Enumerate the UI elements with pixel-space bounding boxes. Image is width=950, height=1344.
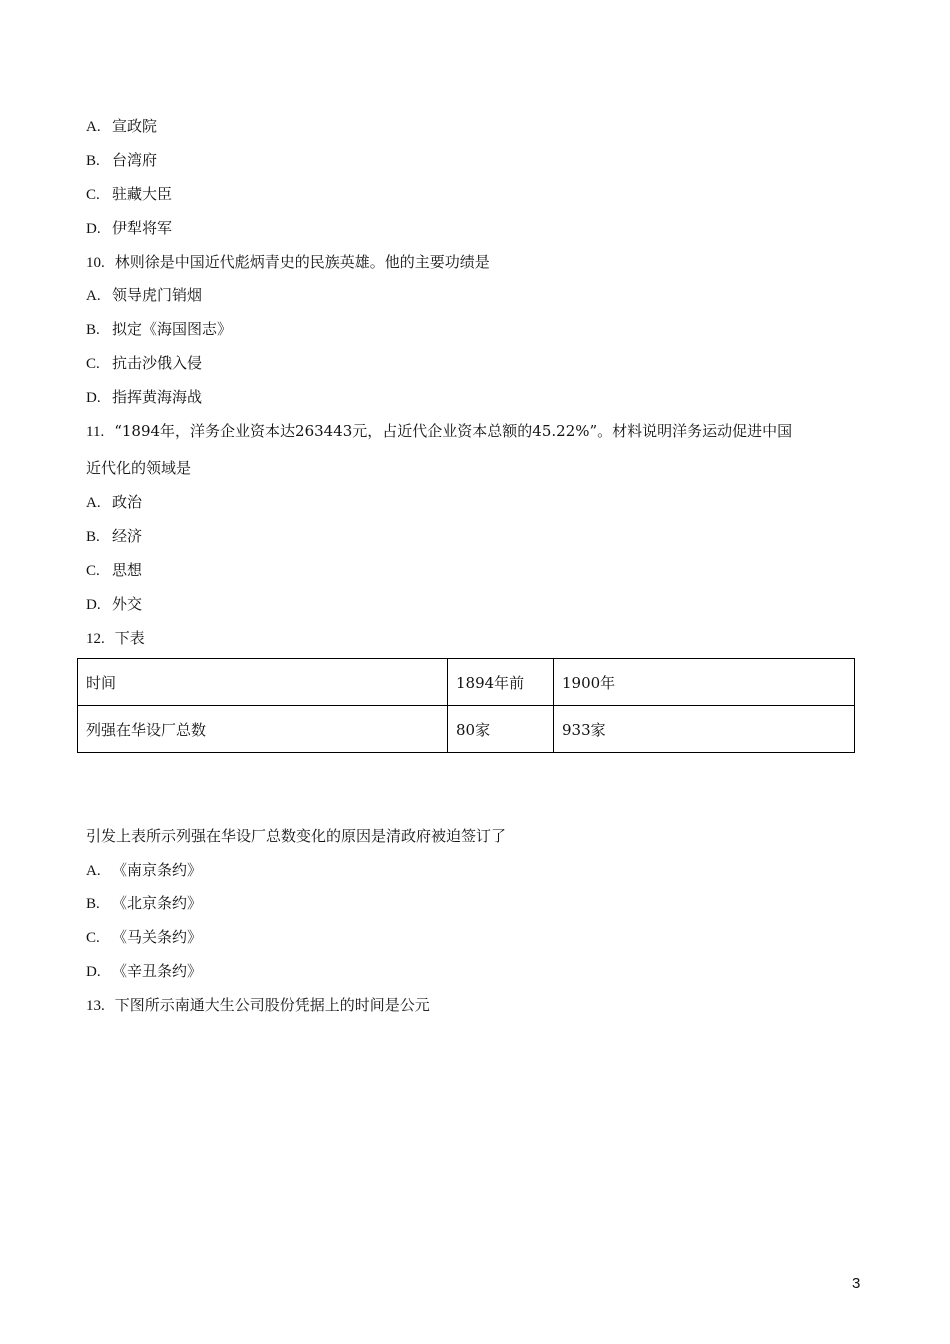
q12-option-c: C. 《马关条约》 [86,928,203,946]
table-row [78,706,855,753]
q11-option-a: A. 政治 [86,493,143,511]
q11-option-d: D. 外交 [86,595,143,613]
table-cell: 列强在华设厂总数 [78,706,448,753]
q13-stem: 13. 下图所示南通大生公司股份凭据上的时间是公元 [86,996,430,1014]
q11-stem-line2: 近代化的领域是 [86,459,192,477]
q10-option-d: D. 指挥黄海海战 [86,388,203,406]
q12-option-a: A. 《南京条约》 [86,861,203,879]
q11-option-b: B. 经济 [86,527,143,545]
q11-option-c: C. 思想 [86,561,143,579]
q12-option-d: D. 《辛丑条约》 [86,962,203,980]
q12-question: 引发上表所示列强在华设厂总数变化的原因是清政府被迫签订了 [86,827,507,845]
q10-option-a: A. 领导虎门销烟 [86,286,203,304]
q10-option-b: B. 拟定《海国图志》 [86,320,233,338]
q12-option-b: B. 《北京条约》 [86,894,203,912]
q9-option-a: A. 宣政院 [86,117,158,135]
q9-option-d: D. 伊犁将军 [86,219,173,237]
q9-option-c: C. 驻藏大臣 [86,185,173,203]
table-cell: 80家 [448,706,554,753]
q10-option-c: C. 抗击沙俄入侵 [86,354,203,372]
table-cell: 933家 [554,706,855,753]
table-cell: 时间 [78,659,448,706]
q11-stem-line1: 11. “1894年，洋务企业资本达263443元，占近代企业资本总额的45.22%”。材料说明洋务运动促进中国 [86,422,793,440]
table-cell: 1900年 [554,659,855,706]
q10-stem: 10. 林则徐是中国近代彪炳青史的民族英雄。他的主要功绩是 [86,253,490,271]
table-cell: 1894年前 [448,659,554,706]
page-number: 3 [852,1275,861,1292]
q12-stem: 12. 下表 [86,629,145,647]
q12-table [77,658,855,753]
table-row [78,659,855,706]
q9-option-b: B. 台湾府 [86,151,158,169]
